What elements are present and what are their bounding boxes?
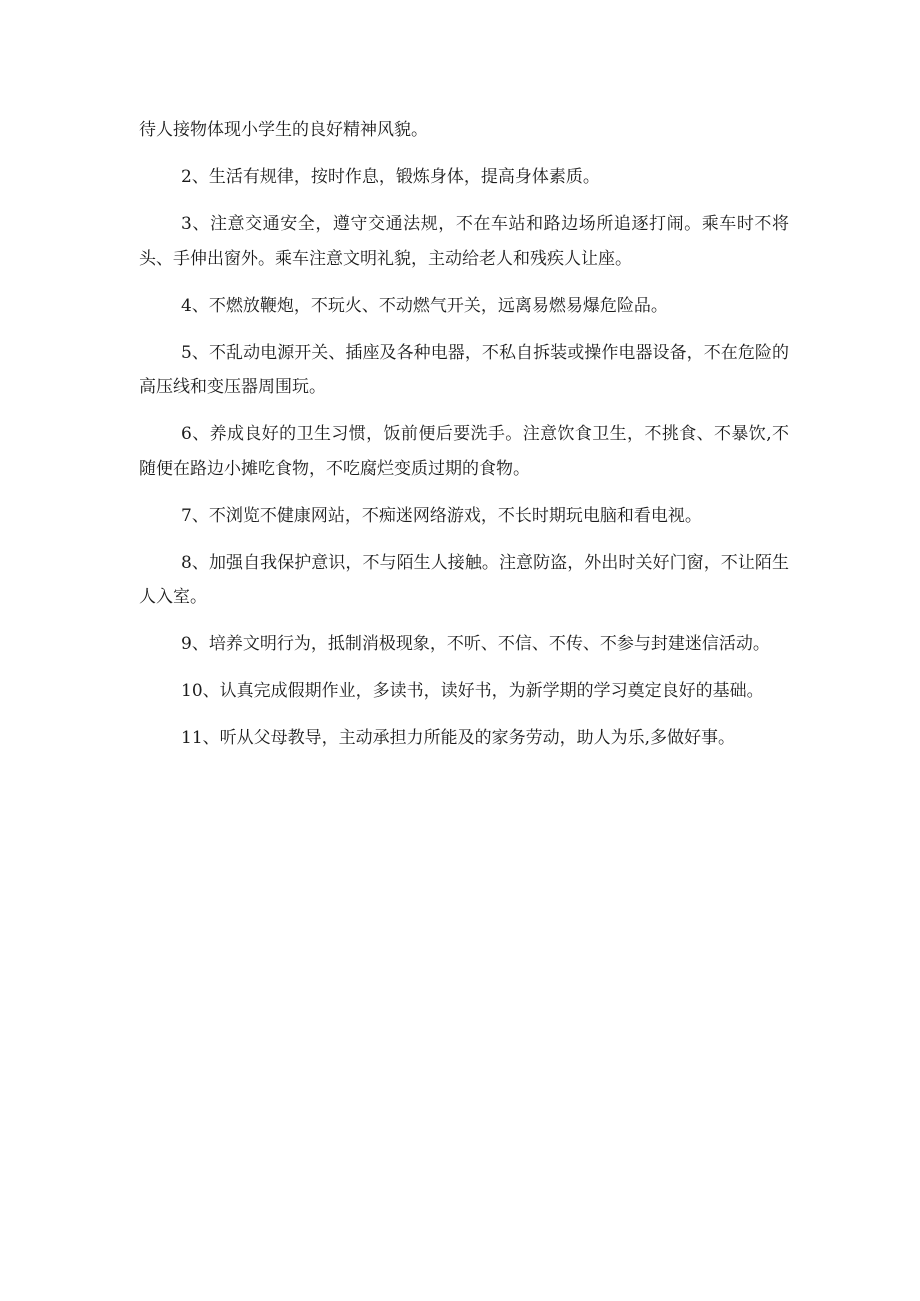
document-body	[139, 113, 789, 768]
rule-item-3: 3、注意交通安全，遵守交通法规，不在车站和路边场所追逐打闹。乘车时不将头、手伸出窗外。乘车注意文明礼貌，主动给老人和残疾人让座。	[139, 214, 789, 269]
rule-item-4: 4、不燃放鞭炮，不玩火、不动燃气开关，远离易燃易爆危险品。	[181, 295, 668, 316]
paragraph-continuation: 待人接物体现小学生的良好精神风貌。	[139, 120, 428, 140]
rule-item-7: 7、不浏览不健康网站，不痴迷网络游戏，不长时期玩电脑和看电视。	[181, 505, 702, 526]
rule-item-9: 9、培养文明行为，抵制消极现象，不听、不信、不传、不参与封建迷信活动。	[181, 634, 770, 654]
rule-item-6: 6、养成良好的卫生习惯，饭前便后要洗手。注意饮食卫生，不挑食、不暴饮,不随便在路边小摊吃食物，不吃腐烂变质过期的食物。	[139, 424, 789, 479]
rule-item-11: 11、听从父母教导，主动承担力所能及的家务劳动，助人为乐,多做好事。	[181, 728, 736, 748]
rule-item-5: 5、不乱动电源开关、插座及各种电器，不私自拆装或操作电器设备，不在危险的高压线和变压器周围玩。	[139, 342, 789, 397]
rule-item-10: 10、认真完成假期作业，多读书，读好书，为新学期的学习奠定良好的基础。	[181, 681, 764, 701]
rule-item-8: 8、加强自我保护意识，不与陌生人接触。注意防盗，外出时关好门窗，不让陌生人入室。	[139, 552, 789, 607]
rule-item-2: 2、生活有规律，按时作息，锻炼身体，提高身体素质。	[181, 167, 600, 187]
